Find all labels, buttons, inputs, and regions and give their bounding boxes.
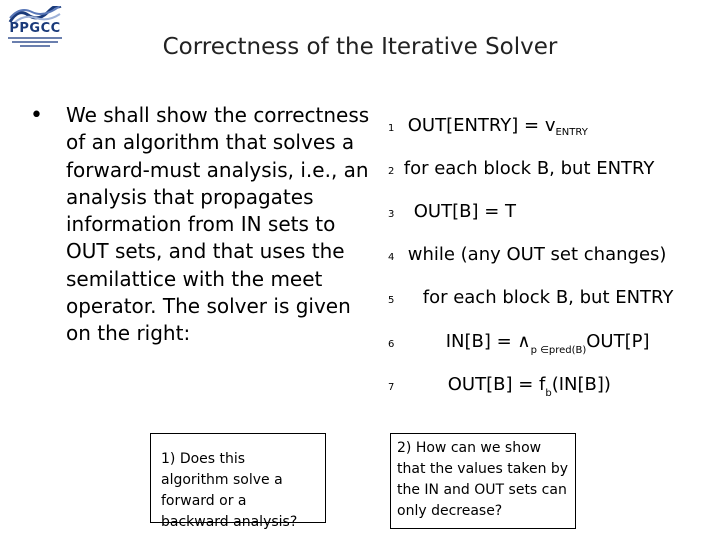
line-tail: OUT[P] bbox=[586, 331, 650, 352]
slide-title: Correctness of the Iterative Solver bbox=[162, 34, 558, 60]
line-tail: (IN[B]) bbox=[551, 374, 611, 395]
question-box-1: 1) Does this algorithm solve a forward or a backward analysis? bbox=[150, 433, 326, 523]
line-text: while (any OUT set changes) bbox=[407, 244, 667, 265]
line-text: OUT[B] = f bbox=[447, 374, 546, 395]
algo-line-6 bbox=[388, 331, 650, 356]
line-number: 3 bbox=[388, 209, 395, 220]
line-text: for each block B, but ENTRY bbox=[422, 287, 674, 308]
line-number: 4 bbox=[388, 252, 395, 263]
line-subscript: b bbox=[545, 388, 552, 399]
line-number: 7 bbox=[388, 382, 395, 393]
line-text: for each block B, but ENTRY bbox=[403, 158, 655, 179]
line-subscript: p ∈pred(B) bbox=[530, 345, 587, 356]
line-number: 1 bbox=[388, 123, 395, 134]
logo-wordmark: PPGCC bbox=[9, 21, 61, 36]
line-text: IN[B] = ∧ bbox=[445, 331, 531, 352]
algo-line-3 bbox=[388, 201, 516, 222]
bullet-symbol: • bbox=[30, 103, 43, 128]
algo-line-7 bbox=[388, 374, 611, 399]
line-number: 6 bbox=[388, 339, 395, 350]
algo-line-4 bbox=[388, 244, 666, 265]
algo-line-1 bbox=[388, 115, 588, 138]
line-number: 5 bbox=[388, 295, 395, 306]
bullet-paragraph bbox=[30, 102, 380, 348]
line-text: OUT[ENTRY] = v bbox=[407, 115, 556, 136]
algo-line-5 bbox=[388, 287, 673, 308]
question-box-2: 2) How can we show that the values taken by the IN and OUT sets can only decrease? bbox=[390, 433, 576, 529]
line-text: OUT[B] = T bbox=[413, 201, 516, 222]
bullet-text: We shall show the correctness of an algorithm that solves a forward-must analysis, i.e., an analysis that propagates information from IN sets to OUT sets, and that uses the semilattice with the meet operator. The solver is given on the right: bbox=[66, 103, 370, 346]
line-subscript: ENTRY bbox=[555, 127, 588, 138]
algo-line-2 bbox=[388, 158, 654, 179]
line-number: 2 bbox=[388, 166, 395, 177]
